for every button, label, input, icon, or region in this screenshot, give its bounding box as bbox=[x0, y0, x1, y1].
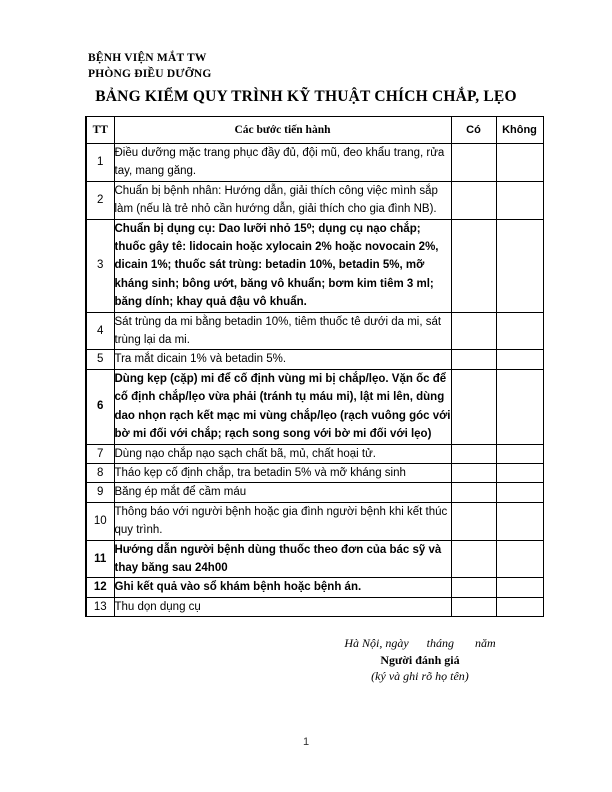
step-description: Băng ép mắt để cầm máu bbox=[114, 483, 451, 502]
department-name: PHÒNG ĐIỀU DƯỠNG bbox=[88, 68, 212, 80]
table-row bbox=[86, 219, 543, 312]
page-number: 1 bbox=[302, 736, 310, 748]
step-description: Thu dọn dụng cụ bbox=[114, 597, 451, 616]
row-number: 2 bbox=[86, 181, 114, 219]
table-row bbox=[86, 369, 543, 444]
row-number: 8 bbox=[86, 463, 114, 482]
yes-cell bbox=[451, 540, 496, 578]
table-row bbox=[86, 483, 543, 502]
no-cell bbox=[496, 312, 543, 350]
header-cell-tt: TT bbox=[86, 117, 114, 144]
step-description: Ghi kết quả vào sổ khám bệnh hoặc bệnh án. bbox=[114, 578, 451, 597]
table-row bbox=[86, 578, 543, 597]
step-description: Thông báo với người bệnh hoặc gia đình người bệnh khi kết thúc quy trình. bbox=[114, 502, 451, 540]
yes-cell bbox=[451, 144, 496, 182]
no-cell bbox=[496, 350, 543, 369]
table-row bbox=[86, 502, 543, 540]
signature-note: (ký và ghi rõ họ tên) bbox=[371, 669, 469, 684]
no-cell bbox=[496, 483, 543, 502]
table-header-row bbox=[86, 117, 543, 144]
row-number: 4 bbox=[86, 312, 114, 350]
table-row bbox=[86, 463, 543, 482]
row-number: 1 bbox=[86, 144, 114, 182]
step-description: Sát trùng da mi bằng betadin 10%, tiêm thuốc tê dưới da mi, sát trùng lại da mi. bbox=[114, 312, 451, 350]
yes-cell bbox=[451, 578, 496, 597]
letterhead bbox=[88, 0, 612, 82]
yes-cell bbox=[451, 444, 496, 463]
yes-cell bbox=[451, 181, 496, 219]
signature-block bbox=[290, 635, 550, 685]
step-description: Tra mắt dicain 1% và betadin 5%. bbox=[114, 350, 451, 369]
no-cell bbox=[496, 181, 543, 219]
step-description: Điều dưỡng mặc trang phục đầy đủ, đội mũ, đeo khẩu trang, rửa tay, mang găng. bbox=[114, 144, 451, 182]
yes-cell bbox=[451, 312, 496, 350]
yes-cell bbox=[451, 502, 496, 540]
no-cell bbox=[496, 219, 543, 312]
step-description: Dùng nạo chắp nạo sạch chất bã, mủ, chất hoại tử. bbox=[114, 444, 451, 463]
header-cell-yes: Có bbox=[451, 117, 496, 144]
table-row bbox=[86, 444, 543, 463]
no-cell bbox=[496, 144, 543, 182]
no-cell bbox=[496, 444, 543, 463]
row-number: 9 bbox=[86, 483, 114, 502]
header-cell-no: Không bbox=[496, 117, 543, 144]
row-number: 7 bbox=[86, 444, 114, 463]
no-cell bbox=[496, 369, 543, 444]
page-title: BẢNG KIỂM QUY TRÌNH KỸ THUẬT CHÍCH CHẮP, LẸO bbox=[95, 88, 517, 105]
yes-cell bbox=[451, 483, 496, 502]
yes-cell bbox=[451, 350, 496, 369]
row-number: 11 bbox=[86, 540, 114, 578]
step-description: Hướng dẫn người bệnh dùng thuốc theo đơn của bác sỹ và thay băng sau 24h00 bbox=[114, 540, 451, 578]
yes-cell bbox=[451, 597, 496, 616]
row-number: 13 bbox=[86, 597, 114, 616]
assessor-title: Người đánh giá bbox=[380, 652, 460, 667]
step-description: Dùng kẹp (cặp) mi để cố định vùng mi bị chắp/lẹo. Vặn ốc để cố định chắp/lẹo vừa phải (tránh tụ máu mi), lật mi lên, dùng dao nhọn rạch kết mạc mi vùng chắp/lẹo (rạch vuông góc với bờ mi đối với chắp; rạch song song với bờ mi đối với lẹo) bbox=[114, 369, 451, 444]
row-number: 12 bbox=[86, 578, 114, 597]
no-cell bbox=[496, 540, 543, 578]
checklist-table bbox=[85, 116, 544, 617]
no-cell bbox=[496, 597, 543, 616]
hospital-name: BỆNH VIỆN MẮT TW bbox=[88, 52, 207, 64]
yes-cell bbox=[451, 369, 496, 444]
step-description: Tháo kẹp cố định chắp, tra betadin 5% và mỡ kháng sinh bbox=[114, 463, 451, 482]
row-number: 10 bbox=[86, 502, 114, 540]
table-row bbox=[86, 350, 543, 369]
no-cell bbox=[496, 502, 543, 540]
table-row bbox=[86, 144, 543, 182]
table-row bbox=[86, 181, 543, 219]
table-row bbox=[86, 597, 543, 616]
no-cell bbox=[496, 578, 543, 597]
step-description: Chuẩn bị bệnh nhân: Hướng dẫn, giải thích công việc mình sắp làm (nếu là trẻ nhỏ cần hướng dẫn, giải thích cho gia đình NB). bbox=[114, 181, 451, 219]
yes-cell bbox=[451, 463, 496, 482]
table-row bbox=[86, 540, 543, 578]
date-line: Hà Nội, ngày tháng năm bbox=[344, 636, 496, 651]
row-number: 3 bbox=[86, 219, 114, 312]
step-description: Chuẩn bị dụng cụ: Dao lưỡi nhỏ 15⁰; dụng cụ nạo chắp; thuốc gây tê: lidocain hoặc xylocain 2% hoặc novocain 2%, dicain 1%; thuốc sát trùng: betadin 10%, betadin 5%, mỡ kháng sinh; bông ướt, băng vô khuẩn; bơm kim tiêm 3 ml; băng dính; khay quả đậu vô khuẩn. bbox=[114, 219, 451, 312]
no-cell bbox=[496, 463, 543, 482]
table-row bbox=[86, 312, 543, 350]
header-cell-steps: Các bước tiến hành bbox=[114, 117, 451, 144]
row-number: 5 bbox=[86, 350, 114, 369]
row-number: 6 bbox=[86, 369, 114, 444]
yes-cell bbox=[451, 219, 496, 312]
